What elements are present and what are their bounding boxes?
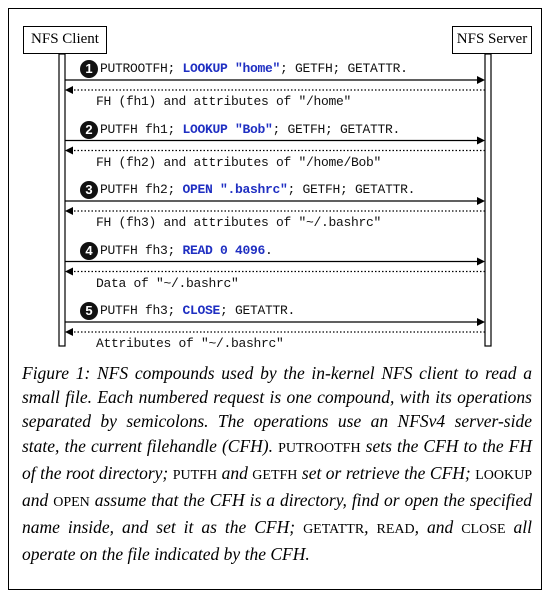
request-label-2: PUTFH fh1; LOOKUP "Bob"; GETFH; GETATTR. bbox=[100, 121, 401, 137]
caption-text: , bbox=[364, 517, 377, 538]
reply-label-1: FH (fh1) and attributes of "/home" bbox=[96, 94, 352, 109]
step-number-5: 5 bbox=[80, 302, 98, 320]
reply-arrowhead-1 bbox=[65, 86, 73, 94]
step-number-3: 3 bbox=[80, 181, 98, 199]
reply-label-2: FH (fh2) and attributes of "/home/Bob" bbox=[96, 154, 382, 170]
nfs-client-box: NFS Client bbox=[23, 26, 107, 54]
step-number-4: 4 bbox=[80, 242, 98, 260]
step-number-1: 1 bbox=[80, 60, 98, 78]
request-arrowhead-4 bbox=[477, 258, 485, 266]
caption-text: and bbox=[217, 462, 253, 483]
reply-label-5: Attributes of "~/.bashrc" bbox=[96, 336, 284, 351]
caption-text: set or retrieve the CFH; bbox=[297, 462, 476, 483]
caption-text: , and bbox=[414, 517, 462, 538]
caption-op-name: READ bbox=[376, 522, 415, 538]
request-label-1: PUTROOTFH; LOOKUP "home"; GETFH; GETATTR. bbox=[100, 61, 408, 76]
request-label-5: PUTFH fh3; CLOSE; GETATTR. bbox=[100, 303, 296, 318]
server-lifeline bbox=[485, 54, 491, 346]
request-arrowhead-1 bbox=[477, 76, 485, 84]
caption-text: all operate on the file indicated by the CFH. bbox=[22, 517, 533, 565]
caption-text: assume that the CFH is a directory, find or open the specified name inside, and set it as the CFH; bbox=[22, 490, 532, 538]
request-arrowhead-5 bbox=[477, 318, 485, 326]
caption-op-name: CLOSE bbox=[461, 522, 506, 538]
caption-lead: Figure 1: NFS compounds used by the in-kernel NFS client to read a small file. Each numbered request is one compound, with its operations separated by semicolons. The operations use an NFSv4 server-side state, the current filehandle (CFH). bbox=[22, 363, 532, 456]
request-arrowhead-3 bbox=[477, 197, 485, 205]
caption-op-name: OPEN bbox=[53, 495, 90, 511]
step-number-2: 2 bbox=[80, 121, 98, 139]
caption-text: and bbox=[22, 490, 54, 511]
caption-op-name: GETATTR bbox=[303, 522, 365, 538]
request-arrowhead-2 bbox=[477, 137, 485, 145]
caption-op-name: GETFH bbox=[252, 467, 298, 483]
reply-arrowhead-5 bbox=[65, 328, 73, 336]
reply-label-4: Data of "~/.bashrc" bbox=[96, 275, 239, 291]
reply-arrowhead-3 bbox=[65, 207, 73, 215]
caption-op-name: LOOKUP bbox=[475, 467, 533, 483]
reply-arrowhead-2 bbox=[65, 147, 73, 155]
caption-op-name: PUTFH bbox=[172, 467, 218, 483]
nfs-server-box: NFS Server bbox=[452, 26, 532, 54]
figure-caption bbox=[22, 361, 532, 567]
caption-op-name: PUTROOTFH bbox=[278, 440, 361, 456]
client-lifeline bbox=[59, 54, 65, 346]
reply-arrowhead-4 bbox=[65, 268, 73, 276]
reply-label-3: FH (fh3) and attributes of "~/.bashrc" bbox=[96, 215, 382, 230]
request-label-4: PUTFH fh3; READ 0 4096. bbox=[100, 242, 273, 258]
request-label-3: PUTFH fh2; OPEN ".bashrc"; GETFH; GETATTR. bbox=[100, 182, 416, 197]
caption-text: sets the CFH to the FH of the root directory; bbox=[22, 435, 532, 483]
